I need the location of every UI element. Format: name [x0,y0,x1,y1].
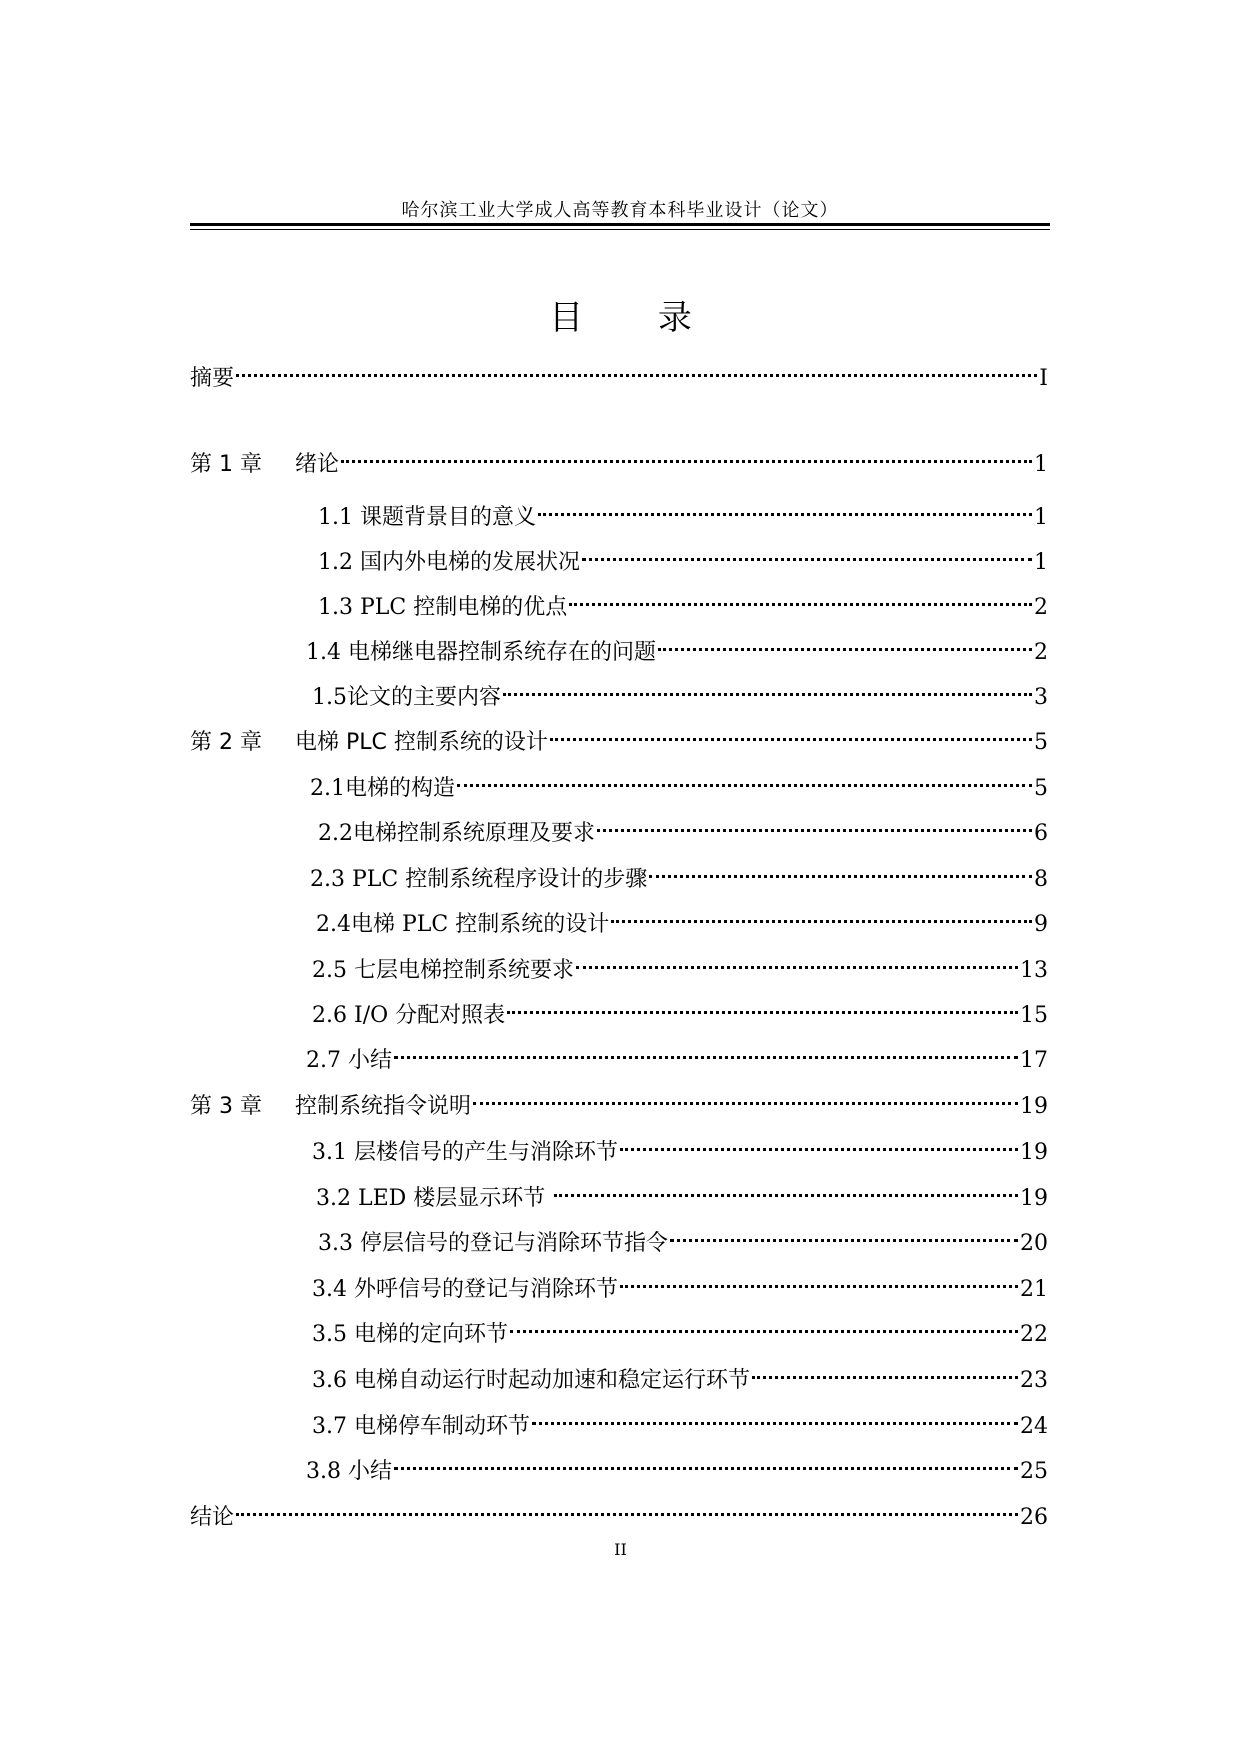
toc-entry-page: I [1039,366,1048,391]
toc-entry-number: 3.8 [306,1459,341,1484]
toc-entry-page: 5 [1034,730,1048,755]
toc-leader [538,496,1032,524]
toc-entry-page: 26 [1020,1505,1048,1530]
toc-entry[interactable] [318,586,1048,622]
toc-leader [576,949,1018,977]
toc-entry-page: 1 [1034,505,1048,530]
toc-entry-label: LED 楼层显示环节 [358,1186,546,1211]
toc-entry[interactable] [316,903,1048,939]
toc-entry-label: 电梯自动运行时起动加速和稳定运行环节 [354,1368,751,1393]
toc-leader [550,721,1032,749]
toc-entry[interactable] [318,812,1048,848]
toc-leader [752,1359,1018,1387]
toc-entry-number: 3.2 [316,1186,351,1211]
toc-entry-number: 1.1 [318,505,353,530]
toc-leader [620,1131,1018,1159]
toc-entry-number: 3.7 [312,1414,347,1439]
toc-entry-page: 15 [1020,1003,1048,1028]
toc-entry-label: 课题背景目的意义 [360,505,537,530]
toc-leader [532,1405,1018,1433]
toc-entry-page: 19 [1020,1140,1048,1165]
toc-entry[interactable] [306,631,1048,667]
toc-entry-number: 3.5 [312,1322,347,1347]
toc-entry-label: 电梯的定向环节 [354,1322,509,1347]
toc-entry-number: 2.2 [318,821,353,846]
toc-leader [473,1085,1018,1113]
toc-entry-label: 控制系统指令说明 [295,1094,472,1119]
toc-title: 目 录 [549,298,724,338]
toc-entry-label: 电梯 PLC 控制系统的设计 [295,730,548,755]
toc-entry-page: 8 [1034,867,1048,892]
toc-entry-page: 5 [1034,776,1048,801]
toc-entry[interactable] [318,1222,1048,1258]
toc-entry-number: 1.3 [318,595,353,620]
toc-entry-label: 电梯停车制动环节 [354,1414,531,1439]
toc-entry[interactable] [312,1405,1048,1441]
toc-entry-number: 1.2 [318,550,353,575]
toc-entry[interactable] [306,1039,1048,1075]
toc-leader [649,858,1032,886]
toc-entry[interactable] [190,1496,1048,1532]
page-number: II [614,1540,627,1559]
toc-leader [658,631,1032,659]
toc-leader [510,1313,1018,1341]
toc-entry-label: 国内外电梯的发展状况 [360,550,581,575]
toc-entry[interactable] [312,1313,1048,1349]
toc-leader [554,1177,1018,1205]
toc-entry-label: 论文的主要内容 [347,685,502,710]
toc-entry[interactable] [306,1450,1048,1486]
toc-entry-page: 19 [1020,1094,1048,1119]
toc-entry-label: 七层电梯控制系统要求 [354,958,575,983]
toc-leader [457,767,1032,795]
toc-entry-label: PLC 控制电梯的优点 [360,595,568,620]
toc-entry-number: 1.4 [306,640,341,665]
toc-entry-page: 13 [1020,958,1048,983]
toc-entry-page: 22 [1020,1322,1048,1347]
toc-entry-number: 3.4 [312,1277,347,1302]
toc-entry-page: 2 [1034,595,1048,620]
toc-entry-page: 21 [1020,1277,1048,1302]
toc-entry-label: 绪论 [295,452,340,477]
toc-entry-number: 3.6 [312,1368,347,1393]
toc-leader [569,586,1032,614]
toc-entry[interactable] [318,541,1048,577]
toc-entry-number: 2.7 [306,1048,341,1073]
toc-entry-page: 17 [1020,1048,1048,1073]
toc-entry-label: 停层信号的登记与消除环节指令 [360,1231,669,1256]
toc-entry-page: 23 [1020,1368,1048,1393]
toc-entry-page: 24 [1020,1414,1048,1439]
toc-leader [611,903,1032,931]
toc-entry-label: 结论 [190,1505,235,1530]
toc-entry-number: 第 1 章 [190,452,262,477]
toc-entry-label: 电梯控制系统原理及要求 [353,821,596,846]
toc-entry-label: I/O 分配对照表 [354,1003,506,1028]
toc-entry-page: 9 [1034,912,1048,937]
toc-entry[interactable] [312,1268,1048,1304]
toc-leader [394,1450,1018,1478]
toc-entry-label: 电梯继电器控制系统存在的问题 [348,640,657,665]
toc-entry[interactable] [312,949,1048,985]
toc-entry-label: 电梯的构造 [345,776,456,801]
toc-entry[interactable] [312,994,1048,1030]
toc-entry[interactable] [310,767,1048,803]
toc-entry[interactable] [316,1177,1048,1213]
toc-entry-page: 6 [1034,821,1048,846]
toc-entry[interactable] [190,1085,1048,1121]
toc-entry[interactable] [312,1131,1048,1167]
toc-entry-page: 20 [1020,1231,1048,1256]
toc-entry[interactable] [190,357,1048,393]
toc-leader [582,541,1032,569]
toc-entry-page: 25 [1020,1459,1048,1484]
toc-entry[interactable] [190,721,1048,757]
toc-entry-page: 3 [1034,685,1048,710]
toc-entry[interactable] [190,443,1048,479]
toc-entry-label: 电梯 PLC 控制系统的设计 [351,912,610,937]
toc-entry-page: 2 [1034,640,1048,665]
toc-leader [236,357,1037,385]
toc-leader [341,443,1032,471]
toc-entry-label: 小结 [348,1048,393,1073]
toc-entry-page: 1 [1034,452,1048,477]
toc-entry[interactable] [310,858,1048,894]
toc-entry[interactable] [318,496,1048,532]
toc-entry-number: 2.5 [312,958,347,983]
toc-entry-number: 2.3 [310,867,345,892]
toc-entry-label: 摘要 [190,366,235,391]
toc-entry-number: 2.6 [312,1003,347,1028]
toc-entry[interactable] [312,676,1048,712]
toc-leader [236,1496,1018,1524]
toc-entry[interactable] [312,1359,1048,1395]
running-header: 哈尔滨工业大学成人高等教育本科毕业设计（论文） [401,200,839,221]
toc-entry-number: 3.3 [318,1231,353,1256]
toc-leader [507,994,1018,1022]
toc-entry-label: 层楼信号的产生与消除环节 [354,1140,619,1165]
toc-leader [670,1222,1018,1250]
toc-entry-page: 19 [1020,1186,1048,1211]
toc-entry-number: 1.5 [312,685,347,710]
toc-entry-label: PLC 控制系统程序设计的步骤 [352,867,648,892]
toc-entry-label: 外呼信号的登记与消除环节 [354,1277,619,1302]
toc-leader [620,1268,1018,1296]
toc-leader [503,676,1032,704]
toc-entry-number: 2.1 [310,776,345,801]
toc-entry-page: 1 [1034,550,1048,575]
toc-entry-label: 小结 [348,1459,393,1484]
toc-entry-number: 3.1 [312,1140,347,1165]
toc-entry-number: 第 2 章 [190,730,262,755]
toc-entry-number: 第 3 章 [190,1094,262,1119]
toc-entry-number: 2.4 [316,912,351,937]
toc-leader [394,1039,1018,1067]
toc-leader [597,812,1032,840]
